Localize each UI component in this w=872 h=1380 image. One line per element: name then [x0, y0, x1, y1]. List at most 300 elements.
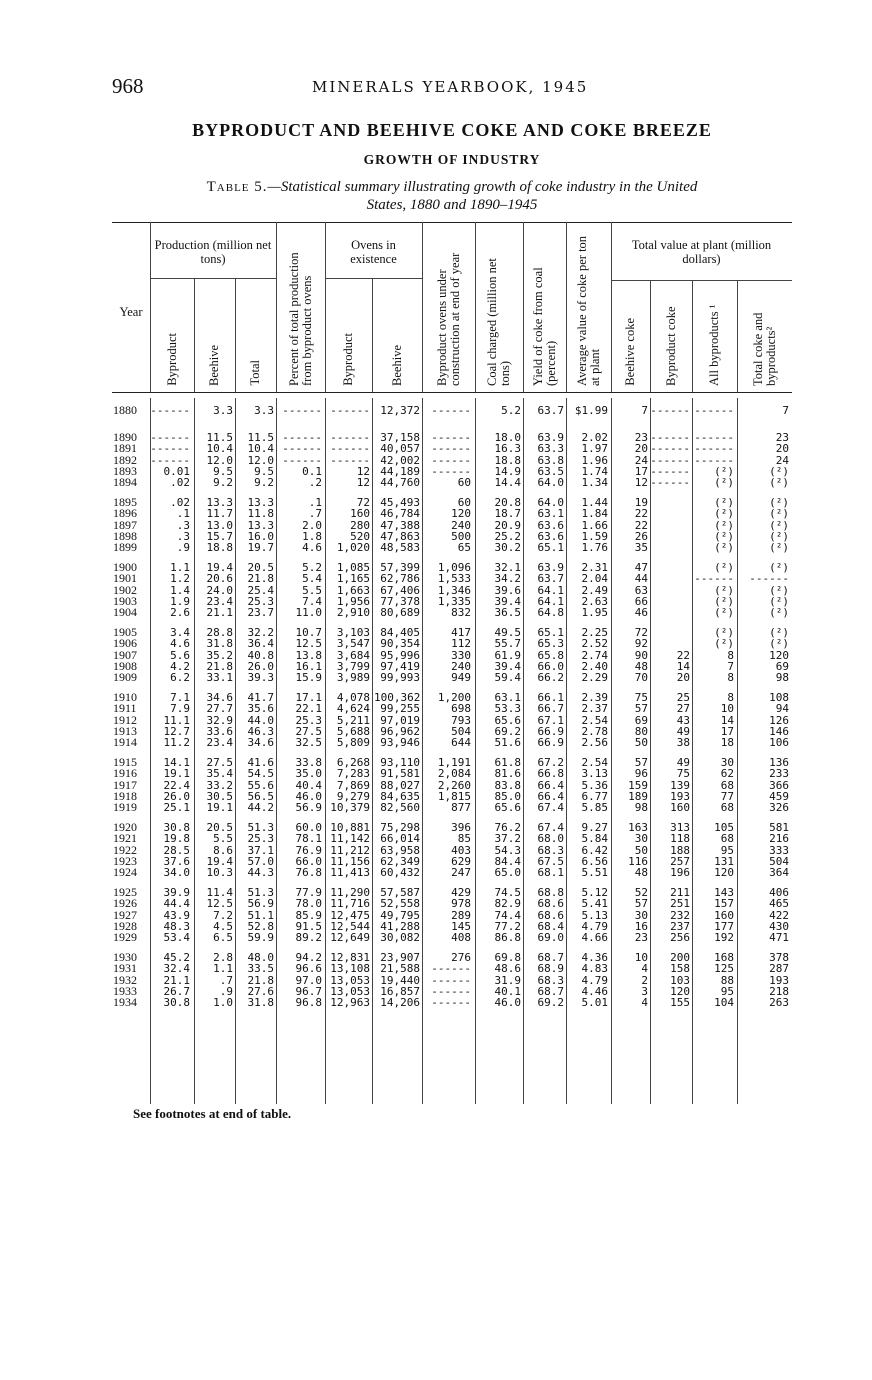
value-byproduct-cell: 313: [670, 821, 690, 834]
prod-beehive-cell: 33.2: [206, 778, 233, 792]
pct-byproduct-cell: 78.1: [295, 832, 322, 846]
value-total-cell: 406: [769, 886, 789, 899]
coal-charged-header: Coal charged (million net tons): [485, 258, 512, 386]
yield-cell: 63.9: [537, 431, 564, 444]
value-beehive-cell: 63: [634, 583, 648, 597]
avg-value-cell: 5.51: [581, 866, 608, 880]
yield-cell: 68.4: [537, 919, 564, 933]
ovens-beehive-cell: 21,588: [380, 962, 420, 976]
ovens-construction-cell: 145: [451, 919, 471, 933]
avg-value-cell: 2.49: [581, 583, 608, 597]
avg-value-cell: 5.84: [581, 832, 608, 846]
prod-beehive-cell: 19.1: [206, 801, 233, 815]
prod-byproduct-cell: 2.6: [170, 606, 190, 620]
book-title: MINERALS YEARBOOK, 1945: [312, 78, 589, 96]
ovens-construction-cell: 403: [451, 843, 471, 857]
year-cell: 1913: [113, 723, 137, 738]
prod-total-cell: 32.2: [247, 626, 274, 639]
coal-charged-cell: 63.1: [494, 691, 521, 704]
pct-byproduct-cell: 7.4: [302, 594, 322, 608]
ovens-byproduct-cell: ------: [330, 453, 370, 467]
prod-beehive-cell: 23.4: [206, 594, 233, 608]
ovens-byproduct-cell: ------: [330, 442, 370, 456]
ovens-construction-cell: 247: [451, 866, 471, 880]
value-total-cell: 24: [775, 453, 789, 467]
value-all-byproducts-cell: 95: [720, 984, 734, 998]
yield-cell: 68.6: [537, 908, 564, 922]
avg-value-cell: 2.40: [581, 659, 608, 673]
prod-total-cell: 52.8: [247, 919, 274, 933]
value-beehive-cell: 4: [641, 962, 648, 976]
avg-value-cell: 4.79: [581, 973, 608, 987]
prod-byproduct-cell: 53.4: [163, 931, 190, 945]
yield-cell: 68.0: [537, 832, 564, 846]
value-total-cell: 193: [769, 973, 789, 987]
ovens-byproduct-cell: 10,379: [330, 801, 370, 815]
yield-cell: 67.4: [537, 801, 564, 815]
ovens-beehive-cell: 99,993: [380, 671, 420, 685]
pct-byproduct-cell: 27.5: [295, 724, 322, 738]
ovens-construction-cell: ------: [431, 404, 471, 417]
ovens-byproduct-cell: 12: [356, 464, 370, 478]
value-total-cell: 366: [769, 778, 789, 792]
value-total-cell: 233: [769, 767, 789, 781]
value-total-cell: 106: [769, 736, 789, 750]
coal-charged-cell: 84.4: [494, 854, 521, 868]
value-byproduct-cell: 75: [676, 767, 690, 781]
prod-beehive-cell: .9: [219, 984, 233, 998]
value-all-byproducts-cell: 68: [720, 832, 734, 846]
ovens-construction-cell: 504: [451, 724, 471, 738]
prod-beehive-cell: 27.7: [206, 702, 233, 716]
ovens-construction-cell: 240: [451, 518, 471, 532]
ovens-byproduct-cell: 5,688: [336, 724, 370, 738]
value-beehive-cell: 17: [634, 464, 648, 478]
value-beehive-cell: 72: [634, 626, 648, 639]
prod-byproduct-cell: 37.6: [163, 854, 190, 868]
coal-charged-cell: 34.2: [494, 572, 521, 586]
yield-cell: 68.6: [537, 897, 564, 911]
value-all-byproducts-cell: (²): [714, 637, 734, 651]
value-byproduct-cell: 155: [670, 996, 690, 1010]
ovens-byproduct-cell: 1,165: [336, 572, 370, 586]
prod-total-cell: 35.6: [247, 702, 274, 716]
value-all-byproducts-cell: 68: [720, 801, 734, 815]
value-beehive-cell: 96: [634, 767, 648, 781]
ovens-under-construction-header: Byproduct ovens under construction at end of year: [434, 252, 462, 386]
ovens-beehive-cell: 82,560: [380, 801, 420, 815]
value-byproduct-cell: 14: [676, 659, 690, 673]
ovens-construction-cell: ------: [431, 431, 471, 444]
ovens-beehive-cell: 46,784: [380, 507, 420, 521]
ovens-construction-cell: 877: [451, 801, 471, 815]
year-cell: 1919: [113, 800, 137, 815]
prod-total-cell: 23.7: [247, 606, 274, 620]
ovens-construction-cell: 1,200: [437, 691, 471, 704]
prod-total-cell: 59.9: [247, 931, 274, 945]
yield-cell: 64.0: [537, 476, 564, 490]
year-cell: 1928: [113, 918, 137, 933]
value-beehive-cell: 70: [634, 671, 648, 685]
value-all-byproducts-cell: (²): [714, 594, 734, 608]
prod-total-cell: 12.0: [247, 453, 274, 467]
yield-cell: 63.6: [537, 529, 564, 543]
avg-value-cell: 6.42: [581, 843, 608, 857]
pct-byproduct-cell: 15.9: [295, 671, 322, 685]
avg-value-cell: 2.39: [581, 691, 608, 704]
year-cell: 1923: [113, 853, 137, 868]
value-byproduct-cell: ------: [650, 431, 690, 444]
pct-byproduct-cell: 66.0: [295, 854, 322, 868]
ovens-beehive-cell: 84,635: [380, 789, 420, 803]
value-beehive-cell: 75: [634, 691, 648, 704]
prod-beehive-cell: 2.8: [213, 951, 233, 964]
value-beehive-cell: 23: [634, 931, 648, 945]
ovens-beehive-cell: 45,493: [380, 496, 420, 509]
prod-byproduct-cell: 21.1: [163, 973, 190, 987]
coal-charged-cell: 86.8: [494, 931, 521, 945]
footnote-reference: See footnotes at end of table.: [133, 1106, 292, 1121]
prod-total-cell: 56.9: [247, 897, 274, 911]
value-total-cell: 581: [769, 821, 789, 834]
yield-cell: 63.1: [537, 507, 564, 521]
ovens-beehive-cell: 47,388: [380, 518, 420, 532]
value-beehive-cell: 2: [641, 973, 648, 987]
yield-cell: 67.2: [537, 756, 564, 769]
ovens-construction-cell: 1,191: [437, 756, 471, 769]
year-cell: 1934: [113, 995, 137, 1010]
prod-byproduct-cell: .9: [176, 541, 190, 555]
ovens-byproduct-cell: ------: [330, 431, 370, 444]
ovens-construction-cell: 793: [451, 713, 471, 727]
prod-total-cell: 16.0: [247, 529, 274, 543]
value-total-cell: 459: [769, 789, 789, 803]
value-total-cell: 146: [769, 724, 789, 738]
ovens-beehive-cell: 66,014: [380, 832, 420, 846]
ovens-beehive-cell: 67,406: [380, 583, 420, 597]
pct-byproduct-cell: ------: [282, 404, 322, 417]
pct-byproduct-cell: 96.6: [295, 962, 322, 976]
prod-byproduct-cell: 7.9: [170, 702, 190, 716]
prod-beehive-cell: 23.4: [206, 736, 233, 750]
value-byproduct-cell: ------: [650, 464, 690, 478]
coal-charged-cell: 85.0: [494, 789, 521, 803]
avg-value-cell: 1.44: [581, 496, 608, 509]
prod-byproduct-cell: ------: [150, 431, 190, 444]
value-byproduct-cell: 200: [670, 951, 690, 964]
value-byproduct-cell: 120: [670, 984, 690, 998]
yield-cell: 64.1: [537, 583, 564, 597]
avg-value-cell: 5.36: [581, 778, 608, 792]
year-cell: 1925: [113, 885, 137, 899]
prod-beehive-cell: 18.8: [206, 541, 233, 555]
value-all-byproducts-cell: 192: [714, 931, 734, 945]
prod-beehive-cell: 1.1: [213, 962, 233, 976]
ovens-construction-cell: 698: [451, 702, 471, 716]
value-total-header: Total coke and byproducts²: [750, 312, 778, 386]
value-beehive-cell: 50: [634, 736, 648, 750]
ovens-byproduct-cell: 1,956: [336, 594, 370, 608]
ovens-beehive-cell: 97,419: [380, 659, 420, 673]
ovens-byproduct-cell: 12,963: [330, 996, 370, 1010]
coal-charged-cell: 14.4: [494, 476, 521, 490]
value-byproduct-cell: 160: [670, 801, 690, 815]
prod-total-cell: 3.3: [254, 404, 274, 417]
coal-charged-cell: 32.1: [494, 561, 521, 574]
ovens-beehive-cell: 40,057: [380, 442, 420, 456]
ovens-group-header: Ovens in existence: [350, 238, 397, 266]
value-total-cell: 504: [769, 854, 789, 868]
chapter-title: BYPRODUCT AND BEEHIVE COKE AND COKE BREEZE: [192, 120, 712, 140]
ovens-byproduct-cell: 3,103: [336, 626, 370, 639]
prod-beehive-cell: 11.4: [206, 886, 233, 899]
prod-beehive-cell: 11.5: [206, 431, 233, 444]
pct-byproduct-cell: 96.8: [295, 996, 322, 1010]
value-beehive-cell: 189: [628, 789, 648, 803]
prod-beehive-cell: 1.0: [213, 996, 233, 1010]
prod-beehive-cell: 8.6: [213, 843, 233, 857]
ovens-construction-cell: 120: [451, 507, 471, 521]
ovens-construction-cell: 85: [457, 832, 471, 846]
value-beehive-cell: 57: [634, 756, 648, 769]
value-total-cell: (²): [769, 626, 789, 639]
ovens-beehive-cell: 95,996: [380, 648, 420, 662]
value-byproduct-cell: 43: [676, 713, 690, 727]
value-total-cell: 120: [769, 648, 789, 662]
value-total-cell: 216: [769, 832, 789, 846]
prod-byproduct-cell: 26.0: [163, 789, 190, 803]
ovens-byproduct-cell: 2,910: [336, 606, 370, 620]
pct-byproduct-cell: .7: [308, 507, 322, 521]
prod-total-cell: 9.2: [254, 476, 274, 490]
prod-byproduct-cell: 11.1: [163, 713, 190, 727]
yield-cell: 63.5: [537, 464, 564, 478]
pct-byproduct-cell: 76.8: [295, 866, 322, 880]
yield-cell: 69.2: [537, 996, 564, 1010]
prod-beehive-cell: 7.2: [213, 908, 233, 922]
ovens-byproduct-cell: 3,989: [336, 671, 370, 685]
pct-byproduct-cell: 5.2: [302, 561, 322, 574]
value-byproduct-cell: 20: [676, 671, 690, 685]
ovens-construction-cell: 60: [457, 496, 471, 509]
ovens-beehive-cell: 90,354: [380, 637, 420, 651]
year-cell: 1898: [113, 528, 137, 543]
page-number: 968: [112, 74, 144, 98]
value-beehive-cell: 30: [634, 832, 648, 846]
value-total-cell: 263: [769, 996, 789, 1010]
table-description-line1: —Statistical summary illustrating growth of coke industry in the United: [267, 179, 698, 195]
avg-value-cell: 2.54: [581, 713, 608, 727]
coal-charged-cell: 37.2: [494, 832, 521, 846]
year-cell: 1909: [113, 670, 137, 685]
value-all-byproducts-cell: ------: [694, 431, 734, 444]
ovens-beehive-cell: 16,857: [380, 984, 420, 998]
prod-byproduct-cell: 4.2: [170, 659, 190, 673]
ovens-byproduct-cell: 12: [356, 476, 370, 490]
ovens-byproduct-cell: 520: [350, 529, 370, 543]
value-total-cell: 20: [775, 442, 789, 456]
yield-cell: 69.0: [537, 931, 564, 945]
year-cell: 1931: [113, 961, 137, 976]
value-byproduct-cell: 49: [676, 724, 690, 738]
yield-cell: 66.9: [537, 724, 564, 738]
avg-value-cell: 1.84: [581, 507, 608, 521]
yield-header: Yield of coke from coal (percent): [530, 267, 558, 386]
value-total-cell: 430: [769, 919, 789, 933]
value-all-byproducts-cell: 8: [727, 648, 734, 662]
pct-byproduct-cell: 1.8: [302, 529, 322, 543]
value-all-byproducts-cell: 8: [727, 671, 734, 685]
value-beehive-header: Beehive coke: [623, 318, 637, 386]
ovens-beehive-cell: 44,189: [380, 464, 420, 478]
prod-total-cell: 13.3: [247, 518, 274, 532]
value-total-cell: (²): [769, 476, 789, 490]
value-byproduct-cell: 188: [670, 843, 690, 857]
yield-cell: 67.5: [537, 854, 564, 868]
prod-byproduct-cell: .3: [176, 518, 190, 532]
prod-total-cell: 41.6: [247, 756, 274, 769]
value-total-cell: (²): [769, 541, 789, 555]
ovens-beehive-cell: 57,399: [380, 561, 420, 574]
prod-byproduct-cell: 11.2: [163, 736, 190, 750]
ovens-byproduct-cell: 13,108: [330, 962, 370, 976]
value-all-byproducts-cell: (²): [714, 476, 734, 490]
year-cell: 1915: [113, 755, 137, 769]
ovens-construction-cell: ------: [431, 442, 471, 456]
pct-byproduct-cell: 76.9: [295, 843, 322, 857]
prod-beehive-cell: 10.4: [206, 442, 233, 456]
prod-beehive-cell: 15.7: [206, 529, 233, 543]
value-byproduct-cell: 251: [670, 897, 690, 911]
ovens-construction-cell: 832: [451, 606, 471, 620]
ovens-byproduct-cell: 4,624: [336, 702, 370, 716]
prod-beehive-cell: 20.6: [206, 572, 233, 586]
yield-cell: 68.7: [537, 984, 564, 998]
ovens-beehive-cell: 41,288: [380, 919, 420, 933]
value-byproduct-cell: 193: [670, 789, 690, 803]
year-cell: 1892: [113, 452, 137, 467]
pct-byproduct-cell: 11.0: [295, 606, 322, 620]
prod-byproduct-cell: 19.1: [163, 767, 190, 781]
value-beehive-cell: 24: [634, 453, 648, 467]
value-total-cell: 108: [769, 691, 789, 704]
year-cell: 1900: [113, 560, 137, 574]
value-beehive-cell: 19: [634, 496, 648, 509]
pct-byproduct-cell: 5.5: [302, 583, 322, 597]
value-beehive-cell: 57: [634, 897, 648, 911]
prod-byproduct-cell: 30.8: [163, 821, 190, 834]
yield-cell: 65.1: [537, 541, 564, 555]
year-cell: 1903: [113, 593, 137, 608]
value-byproduct-cell: 256: [670, 931, 690, 945]
yield-cell: 68.9: [537, 962, 564, 976]
yield-cell: 65.1: [537, 626, 564, 639]
prod-total-cell: 51.1: [247, 908, 274, 922]
value-beehive-cell: 26: [634, 529, 648, 543]
coal-charged-cell: 61.8: [494, 756, 521, 769]
prod-beehive-cell: 19.4: [206, 561, 233, 574]
value-beehive-cell: 4: [641, 996, 648, 1010]
ovens-beehive-cell: 63,958: [380, 843, 420, 857]
value-total-cell: (²): [769, 529, 789, 543]
value-total-cell: ------: [749, 572, 789, 586]
year-cell: 1922: [113, 842, 137, 857]
coal-charged-cell: 83.8: [494, 778, 521, 792]
avg-value-cell: 2.52: [581, 637, 608, 651]
ovens-construction-cell: ------: [431, 962, 471, 976]
value-all-byproducts-cell: 120: [714, 866, 734, 880]
coal-charged-cell: 69.2: [494, 724, 521, 738]
avg-value-cell: 3.13: [581, 767, 608, 781]
prod-total-cell: 19.7: [247, 541, 274, 555]
coal-charged-cell: 39.4: [494, 659, 521, 673]
prod-byproduct-cell: ------: [150, 453, 190, 467]
value-beehive-cell: 7: [641, 404, 648, 417]
pct-byproduct-cell: 77.9: [295, 886, 322, 899]
ovens-construction-cell: ------: [431, 984, 471, 998]
prod-byproduct-cell: 44.4: [163, 897, 190, 911]
pct-byproduct-cell: 17.1: [295, 691, 322, 704]
avg-value-cell: $1.99: [574, 404, 608, 417]
value-total-cell: 364: [769, 866, 789, 880]
value-all-byproducts-cell: ------: [694, 453, 734, 467]
ovens-byproduct-cell: 11,142: [330, 832, 370, 846]
value-all-byproducts-cell: 168: [714, 951, 734, 964]
avg-value-cell: 1.59: [581, 529, 608, 543]
ovens-construction-cell: 1,346: [437, 583, 471, 597]
year-cell: 1894: [113, 475, 137, 490]
value-all-byproducts-cell: 88: [720, 973, 734, 987]
ovens-byproduct-cell: 11,212: [330, 843, 370, 857]
value-all-byproducts-cell: 68: [720, 778, 734, 792]
year-cell: 1904: [113, 605, 137, 620]
value-byproduct-header: Byproduct coke: [663, 306, 678, 386]
prod-beehive-cell: 19.4: [206, 854, 233, 868]
yield-cell: 66.8: [537, 767, 564, 781]
prod-beehive-cell: 6.5: [213, 931, 233, 945]
value-total-cell: 471: [769, 931, 789, 945]
ovens-construction-cell: 60: [457, 476, 471, 490]
prod-total-cell: 25.4: [247, 583, 274, 597]
ovens-byproduct-cell: 4,078: [336, 691, 370, 704]
avg-value-cell: 2.37: [581, 702, 608, 716]
prod-total-cell: 51.3: [247, 821, 274, 834]
prod-total-cell: 21.8: [247, 572, 274, 586]
prod-beehive-cell: 11.7: [206, 507, 233, 521]
ovens-beehive-cell: 23,907: [380, 951, 420, 964]
prod-total-cell: 27.6: [247, 984, 274, 998]
ovens-byproduct-cell: 11,716: [330, 897, 370, 911]
ovens-byproduct-cell: 5,211: [336, 713, 370, 727]
ovens-beehive-cell: 48,583: [380, 541, 420, 555]
prod-total-cell: 11.5: [247, 431, 274, 444]
value-beehive-cell: 159: [628, 778, 648, 792]
coal-charged-cell: 40.1: [494, 984, 521, 998]
year-cell: 1906: [113, 636, 137, 651]
value-all-byproducts-cell: 18: [720, 736, 734, 750]
pct-byproduct-cell: 16.1: [295, 659, 322, 673]
avg-value-cell: 5.13: [581, 908, 608, 922]
prod-beehive-cell: 31.8: [206, 637, 233, 651]
value-beehive-cell: 3: [641, 984, 648, 998]
value-all-byproducts-cell: ------: [694, 442, 734, 456]
year-header: Year: [119, 305, 143, 319]
value-all-byproducts-cell: 30: [720, 756, 734, 769]
year-cell: 1917: [113, 777, 137, 792]
ovens-byproduct-cell: 12,831: [330, 951, 370, 964]
value-byproduct-cell: 237: [670, 919, 690, 933]
prod-total-cell: 13.3: [247, 496, 274, 509]
